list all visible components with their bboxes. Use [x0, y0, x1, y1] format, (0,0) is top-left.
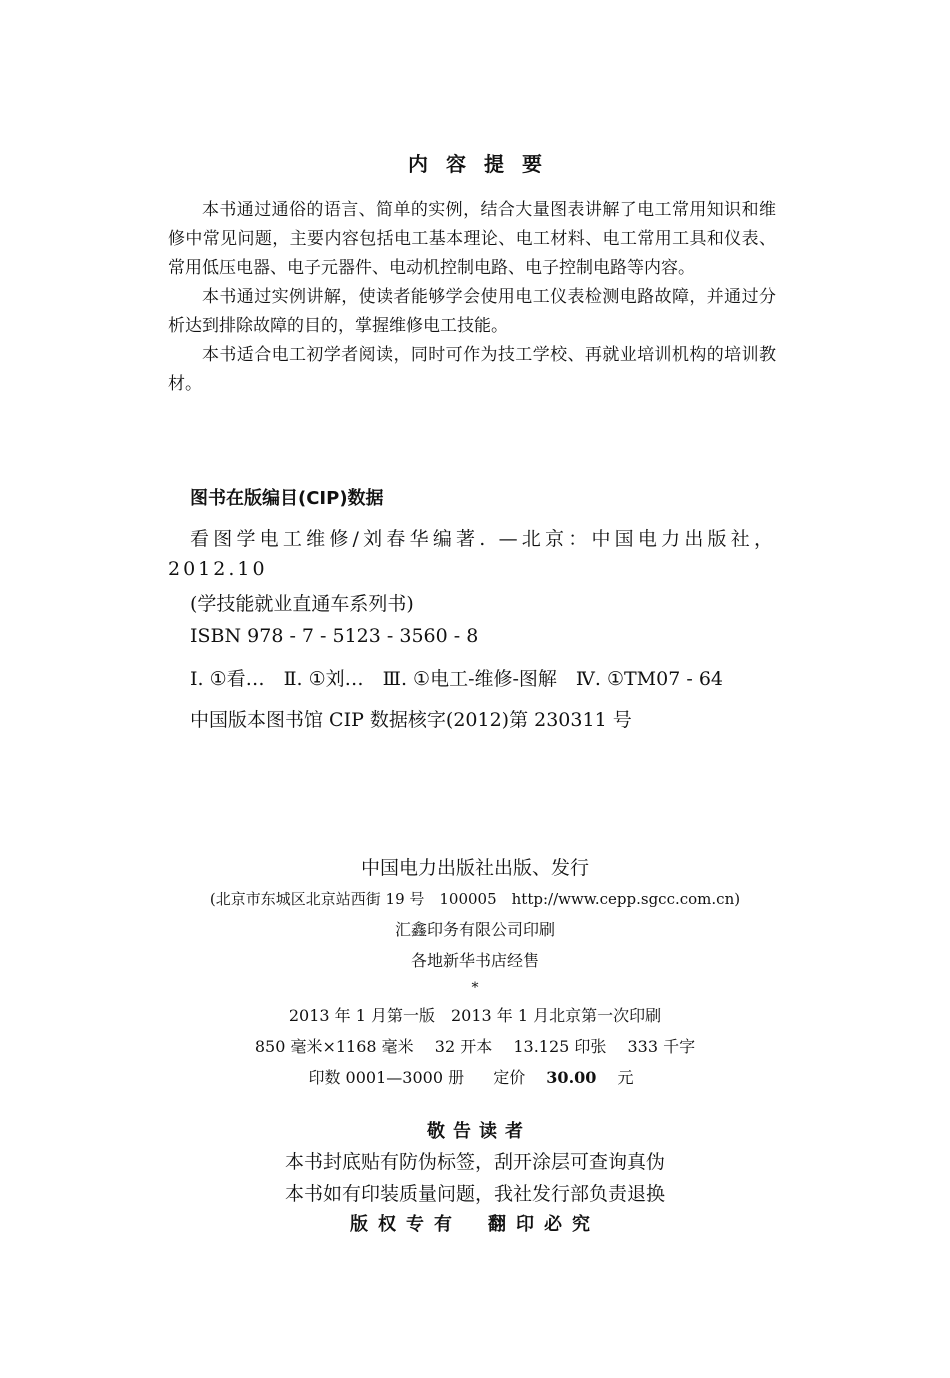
edition-info: 2013 年 1 月第一版 2013 年 1 月北京第一次印刷 [288, 1006, 662, 1025]
distributor: 各地新华书店经售 [410, 951, 539, 970]
publisher-name: 中国电力出版社出版、发行 [360, 857, 589, 879]
book-format: 32 开本 [434, 1037, 493, 1056]
print-run-price [0, 1062, 950, 1093]
cip-number: 中国版本图书馆 CIP 数据核字(2012)第 230311 号 [190, 709, 632, 731]
cip-isbn: ISBN 978 - 7 - 5123 - 3560 - 8 [190, 625, 479, 647]
notice-anti-counterfeit: 本书封底贴有防伪标签，刮开涂层可查询真伪 [284, 1151, 665, 1173]
publisher-info [0, 852, 950, 1093]
summary-paragraph: 本书适合电工初学者阅读，同时可作为技工学校、再就业培训机构的培训教材。 [168, 345, 776, 394]
word-count: 333 千字 [627, 1037, 696, 1056]
cip-title-line: 看图学电工维修/刘春华编著. —北京：中国电力出版社，2012.10 [168, 528, 776, 580]
price-value: 30.00 [546, 1068, 597, 1087]
price-label: 定价 [493, 1068, 526, 1087]
price-unit: 元 [617, 1068, 634, 1087]
format-spec [0, 1031, 950, 1062]
cip-series: (学技能就业直通车系列书) [190, 593, 414, 615]
copyright-notice [0, 1210, 950, 1240]
reproduction-prohibited: 翻印必究 [488, 1214, 600, 1235]
summary-paragraph: 本书通过通俗的语言、简单的实例，结合大量图表讲解了电工常用知识和维修中常见问题，主要内容包括电工基本理论、电工材料、电工常用工具和仪表、常用低压电器、电子元器件、电动机控制电路、电子控制电路等内容。 [168, 200, 776, 278]
print-run: 印数 0001—3000 册 [308, 1068, 465, 1087]
price [485, 1068, 641, 1087]
printed-sheets: 13.125 印张 [513, 1037, 607, 1056]
separator-star: * [471, 980, 479, 996]
paper-size: 850 毫米×1168 毫米 [254, 1037, 414, 1056]
publisher-address: (北京市东城区北京站西街 19 号 100005 http://www.cepp.sgcc.com.cn) [209, 890, 741, 908]
cip-record [168, 524, 776, 734]
rights-reserved: 版权专有 [350, 1214, 462, 1235]
reader-notice [0, 1118, 950, 1240]
summary-title: 内容提要 [408, 152, 560, 176]
cip-classification: Ⅰ. ①看… Ⅱ. ①刘… Ⅲ. ①电工-维修-图解 Ⅳ. ①TM07 - 64 [190, 668, 723, 690]
printer: 汇鑫印务有限公司印刷 [394, 920, 555, 939]
notice-returns: 本书如有印装质量问题，我社发行部负责退换 [284, 1183, 665, 1205]
cip-heading: 图书在版编目(CIP)数据 [190, 488, 384, 509]
notice-title: 敬告读者 [427, 1121, 531, 1142]
summary-paragraph: 本书通过实例讲解，使读者能够学会使用电工仪表检测电路故障，并通过分析达到排除故障的目的，掌握维修电工技能。 [168, 287, 776, 336]
summary-body [168, 196, 776, 399]
